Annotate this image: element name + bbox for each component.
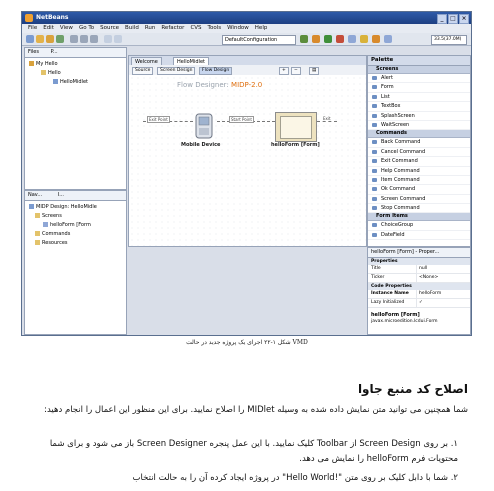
- palette-item[interactable]: WaitScreen: [368, 121, 470, 130]
- palette-item[interactable]: Exit Command: [368, 157, 470, 166]
- navigator-tabs: [25, 191, 126, 201]
- tree-label: Resources: [42, 240, 68, 246]
- tree-label: My Hello: [36, 61, 58, 67]
- zoom-in-icon[interactable]: +: [279, 67, 289, 75]
- palette-category[interactable]: Screens: [368, 66, 470, 74]
- form-icon: [43, 222, 48, 227]
- properties-panel: [367, 247, 471, 335]
- palette-item[interactable]: TextBox: [368, 102, 470, 111]
- palette-item[interactable]: Screen Command: [368, 195, 470, 204]
- palette-item[interactable]: DateField: [368, 231, 470, 240]
- palette-item[interactable]: Alert: [368, 74, 470, 83]
- helloform-node-label: helloForm [Form]: [271, 142, 320, 148]
- menu-goto[interactable]: Go To: [78, 25, 95, 31]
- tree-item-hellomidlet[interactable]: [53, 79, 88, 85]
- menu-run[interactable]: Run: [144, 25, 156, 31]
- properties-title: helloForm [Form] - Proper...: [368, 248, 470, 258]
- undo-icon[interactable]: [104, 35, 112, 43]
- project-icon: [29, 61, 34, 66]
- exit-point-pin[interactable]: Exit Point: [149, 117, 168, 122]
- form-preview-icon: [280, 116, 312, 139]
- palette-item[interactable]: Stop Command: [368, 204, 470, 213]
- palette-item[interactable]: List: [368, 93, 470, 102]
- tree-item-resources[interactable]: [35, 240, 68, 246]
- palette-category[interactable]: Commands: [368, 130, 470, 138]
- section-heading: اصلاح کد منبع جاوا: [357, 382, 468, 396]
- code-properties-section: Code Properties: [368, 283, 470, 290]
- debug-icon[interactable]: [336, 35, 344, 43]
- flow-design-button[interactable]: Flow Design: [199, 67, 232, 75]
- save-icon[interactable]: [56, 35, 64, 43]
- menu-cvs[interactable]: CVS: [190, 25, 202, 31]
- property-value[interactable]: null: [416, 265, 470, 273]
- main-toolbar: [22, 33, 471, 46]
- tool-icon[interactable]: [360, 35, 368, 43]
- profile-icon[interactable]: [348, 35, 356, 43]
- flow-designer-editor: [128, 55, 367, 247]
- cut-icon[interactable]: [70, 35, 78, 43]
- tree-label: helloForm [Form: [50, 222, 91, 228]
- screen-design-button[interactable]: Screen Design: [157, 67, 195, 75]
- menu-file[interactable]: File: [28, 25, 38, 31]
- projects-panel: [24, 47, 127, 190]
- menu-edit[interactable]: Edit: [43, 25, 54, 31]
- tab-navigator[interactable]: Nav...: [28, 192, 43, 198]
- property-value[interactable]: <None>: [416, 274, 470, 282]
- class-icon: [53, 79, 58, 84]
- menu-build[interactable]: Build: [125, 25, 139, 31]
- tree-item-screens[interactable]: [35, 213, 62, 219]
- tree-label: Commands: [42, 231, 71, 237]
- projects-tabs: [25, 48, 126, 58]
- palette-item[interactable]: Item Command: [368, 176, 470, 185]
- tab-projects[interactable]: P...: [50, 49, 58, 55]
- palette-panel: [367, 55, 471, 247]
- figure-caption: شکل ۱-۲۲ اجرای یک پروژه جدید در حالت VMD: [186, 339, 308, 346]
- run-icon[interactable]: [324, 35, 332, 43]
- tab-files[interactable]: Files: [28, 49, 39, 55]
- settings-icon[interactable]: [384, 35, 392, 43]
- property-key: Instance Name: [371, 291, 409, 296]
- property-key: Ticker: [371, 275, 385, 280]
- properties-section: Properties: [368, 258, 470, 265]
- folder-icon: [35, 240, 40, 245]
- properties-footer-title: helloForm [Form]: [371, 312, 420, 318]
- copy-icon[interactable]: [80, 35, 88, 43]
- menu-window[interactable]: Window: [227, 25, 249, 31]
- flow-designer-title: [177, 81, 262, 89]
- exit-pin[interactable]: Exit: [323, 116, 331, 121]
- close-icon[interactable]: ×: [459, 14, 469, 24]
- new-file-icon[interactable]: [26, 35, 34, 43]
- flow-title-profile: MIDP-2.0: [231, 81, 263, 89]
- package-icon: [41, 70, 46, 75]
- menu-view[interactable]: View: [59, 25, 73, 31]
- step-1: ۱. بر روی Screen Design از Toolbar کلیک نمایید. با این عمل پنجره Screen Designer باز می شود و برای شما محتویات فرم helloForm را نمایش می دهد.: [49, 439, 458, 464]
- new-project-icon[interactable]: [36, 35, 44, 43]
- tree-item-helloform[interactable]: [43, 222, 91, 228]
- intro-paragraph: شما همچنین می توانید متن نمایش داده شده به وسیله MIDlet را اصلاح نمایید. برای این منظور این اعمال را انجام دهید:: [44, 405, 468, 415]
- ide-title-bar: [22, 12, 471, 24]
- property-row-instance-name[interactable]: [368, 290, 470, 299]
- open-folder-icon[interactable]: [46, 35, 54, 43]
- menu-help[interactable]: Help: [254, 25, 268, 31]
- window-controls: [437, 14, 469, 24]
- tab-hellomidlet[interactable]: HelloMidlet: [173, 57, 209, 66]
- flow-canvas[interactable]: [129, 75, 366, 246]
- deploy-icon[interactable]: [372, 35, 380, 43]
- netbeans-logo-icon: [25, 14, 33, 22]
- redo-icon[interactable]: [114, 35, 122, 43]
- tab-inspector[interactable]: I...: [57, 192, 64, 198]
- source-button[interactable]: Source: [132, 67, 153, 75]
- palette-item[interactable]: Back Command: [368, 138, 470, 147]
- palette-item[interactable]: Cancel Command: [368, 148, 470, 157]
- palette-item[interactable]: Ok Command: [368, 185, 470, 194]
- tree-label: Hello: [48, 70, 61, 76]
- palette-item[interactable]: ChoiceGroup: [368, 221, 470, 230]
- palette-category[interactable]: Form Items: [368, 213, 470, 221]
- navigator-panel: [24, 190, 127, 335]
- helloform-node[interactable]: [275, 112, 317, 142]
- folder-icon: [35, 231, 40, 236]
- palette-item[interactable]: Help Command: [368, 167, 470, 176]
- property-key: Title: [371, 266, 381, 271]
- exit-connector: [317, 121, 337, 122]
- ide-window-title: NetBeans: [36, 14, 69, 21]
- property-row-lazy[interactable]: [368, 299, 470, 308]
- tree-item-commands[interactable]: [35, 231, 70, 237]
- menu-source[interactable]: Source: [100, 25, 119, 31]
- zoom-out-icon[interactable]: −: [291, 67, 301, 75]
- tree-label: HelloMidlet: [60, 79, 88, 85]
- start-point-pin[interactable]: Start Point: [231, 117, 252, 122]
- configuration-select[interactable]: DefaultConfiguration: [222, 35, 296, 45]
- flow-title-prefix: Flow Designer:: [177, 81, 229, 89]
- mobile-device-icon[interactable]: [193, 113, 215, 139]
- properties-footer-type: javax.microedition.lcdui.Form: [371, 319, 438, 324]
- tab-welcome[interactable]: Welcome: [131, 57, 162, 66]
- paste-icon[interactable]: [90, 35, 98, 43]
- build-icon[interactable]: [300, 35, 308, 43]
- maximize-icon[interactable]: □: [448, 14, 458, 24]
- layout-icon[interactable]: ▤: [309, 67, 319, 75]
- step-2: ۲. شما با دابل کلیک بر روی متن "!Hello World" در پروژه ایجاد کرده آن را به حالت انتخاب: [132, 473, 458, 483]
- minimize-icon[interactable]: _: [437, 14, 447, 24]
- tree-item-hello[interactable]: [41, 70, 61, 76]
- menu-bar: [22, 24, 471, 33]
- tree-item-midp-design[interactable]: [29, 204, 97, 210]
- tree-label: MIDP Design: HelloMidle: [36, 204, 97, 210]
- menu-refactor[interactable]: Refactor: [161, 25, 185, 31]
- property-row-ticker[interactable]: [368, 274, 470, 283]
- property-row-title[interactable]: [368, 265, 470, 274]
- palette-item[interactable]: Form: [368, 83, 470, 92]
- ide-screenshot: [21, 11, 472, 336]
- clean-build-icon[interactable]: [312, 35, 320, 43]
- palette-item[interactable]: SplashScreen: [368, 112, 470, 121]
- property-key: Lazy Initialized: [371, 300, 405, 305]
- tree-label: Screens: [42, 213, 62, 219]
- tree-item-my-hello[interactable]: [29, 61, 58, 67]
- mobile-device-label: Mobile Device: [181, 142, 221, 148]
- menu-tools[interactable]: Tools: [207, 25, 222, 31]
- design-icon: [29, 204, 34, 209]
- palette-title: Palette: [368, 56, 470, 66]
- folder-icon: [35, 213, 40, 218]
- property-value[interactable]: helloForm: [416, 290, 470, 298]
- memory-indicator[interactable]: 33.5(37.0M): [431, 35, 467, 45]
- lazy-initialized-checkbox[interactable]: ✓: [416, 299, 470, 307]
